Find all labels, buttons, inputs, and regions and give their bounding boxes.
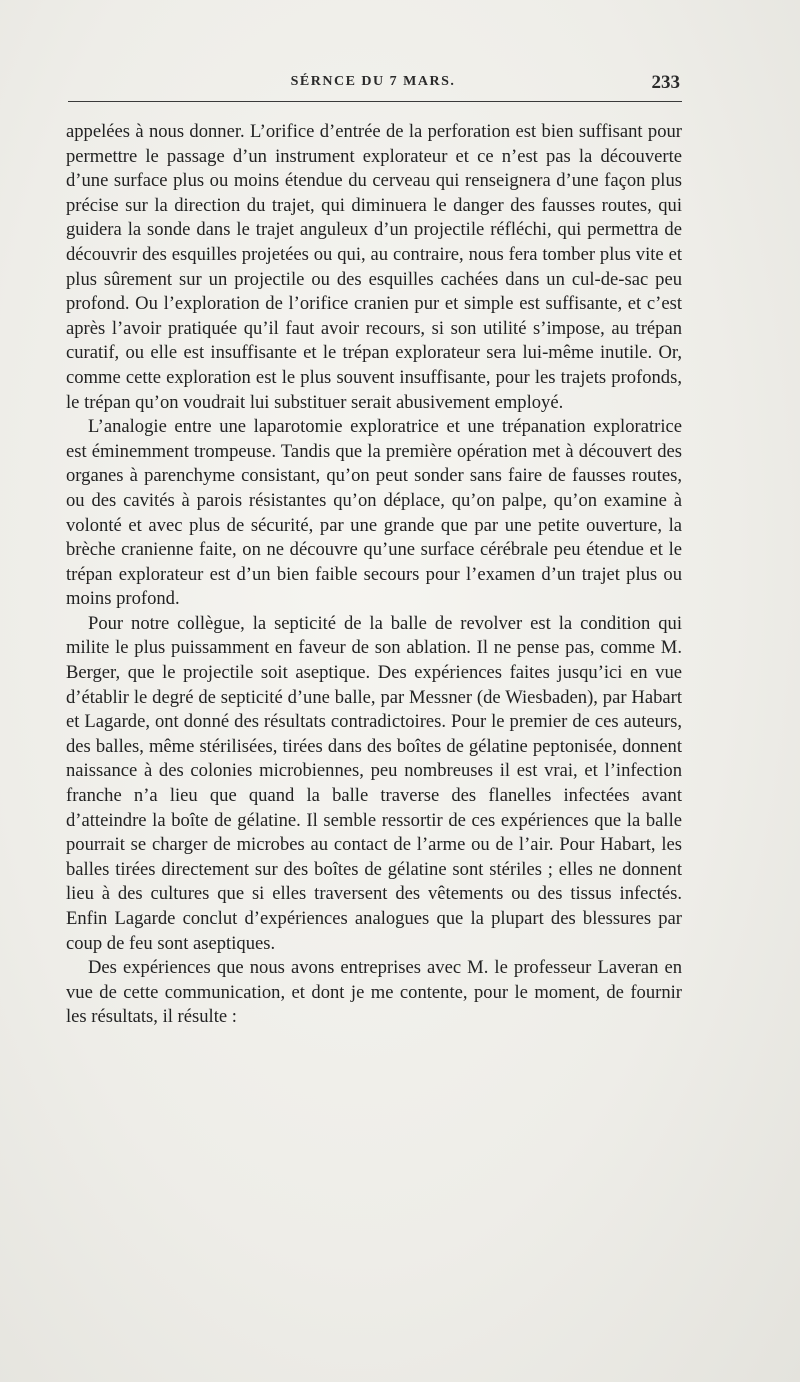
header-title: SÉRNCE DU 7 MARS.: [290, 74, 456, 89]
header-rule: [68, 101, 682, 102]
paragraph: Pour notre collègue, la septicité de la balle de revolver est la condition qui milite le plus puissamment en faveur de son ablation. Il ne pense pas, comme M. Berger, que le projectile soit aseptique. Des expériences faites jusqu’ici en vue d’établir le degré de septicité d’une balle, par Messner (de Wiesbaden), par Habart et Lagarde, ont donné des résultats contradictoires. Pour le premier de ces auteurs, des balles, même stérilisées, tirées dans des boîtes de gélatine peptonisée, donnent naissance à des colonies microbiennes, peu nombreuses il est vrai, et l’infection franche n’a lieu que quand la balle traverse des flanelles infectées avant d’atteindre la boîte de gélatine. Il semble ressortir de ces expériences que la balle pourrait se charger de microbes au contact de l’arme ou de l’air. Pour Habart, les balles tirées directement sur des boîtes de gélatine sont stériles ; elles ne donnent lieu à des cultures que si elles traversent des vêtements ou des tissus infectés. Enfin Lagarde conclut d’expériences analogues que la plupart des blessures par coup de feu sont aseptiques.: [66, 612, 682, 954]
paragraph: Des expériences que nous avons entreprises avec M. le professeur Laveran en vue de cette communication, et dont je me contente, pour le moment, de fournir les résultats, il résulte :: [66, 957, 682, 1028]
page-number: 233: [651, 72, 680, 93]
body-text: [66, 120, 682, 1030]
running-header: [66, 74, 680, 98]
paragraph: appelées à nous donner. L’orifice d’entrée de la perforation est bien suffisant pour permettre le passage d’un instrument explorateur et ce n’est pas la découverte d’une surface plus ou moins étendue du cerveau qui renseignera d’une façon plus précise sur la direction du trajet, qui diminuera le danger des fausses routes, qui guidera la sonde dans le trajet anguleux d’un projectile réfléchi, qui permettra de découvrir des esquilles projetées ou qui, au contraire, nous fera tomber plus vite et plus sûrement sur un projectile ou des esquilles cachées dans un cul-de-sac peu profond. Ou l’exploration de l’orifice cranien pur et simple est suffisante, et c’est après l’avoir pratiquée qu’il faut avoir recours, si son utilité s’impose, au trépan curatif, ou elle est insuffisante et le trépan explorateur sera lui-même inutile. Or, comme cette exploration est le plus souvent insuffisante, pour les trajets profonds, le trépan qu’on voudrait lui substituer serait abusivement employé.: [66, 121, 682, 413]
paragraph: L’analogie entre une laparotomie exploratrice et une trépanation exploratrice est éminemment trompeuse. Tandis que la première opération met à découvert des organes à parenchyme consistant, qu’on peut sonder sans faire de fausses routes, ou des cavités à parois résistantes qu’on déplace, qu’on palpe, qu’on examine à volonté et avec plus de sécurité, par une grande que par une petite ouverture, la brèche cranienne faite, on ne découvre qu’une surface cérébrale peu étendue et le trépan explorateur est d’un bien faible secours pour l’examen d’un trajet plus ou moins profond.: [66, 416, 682, 610]
